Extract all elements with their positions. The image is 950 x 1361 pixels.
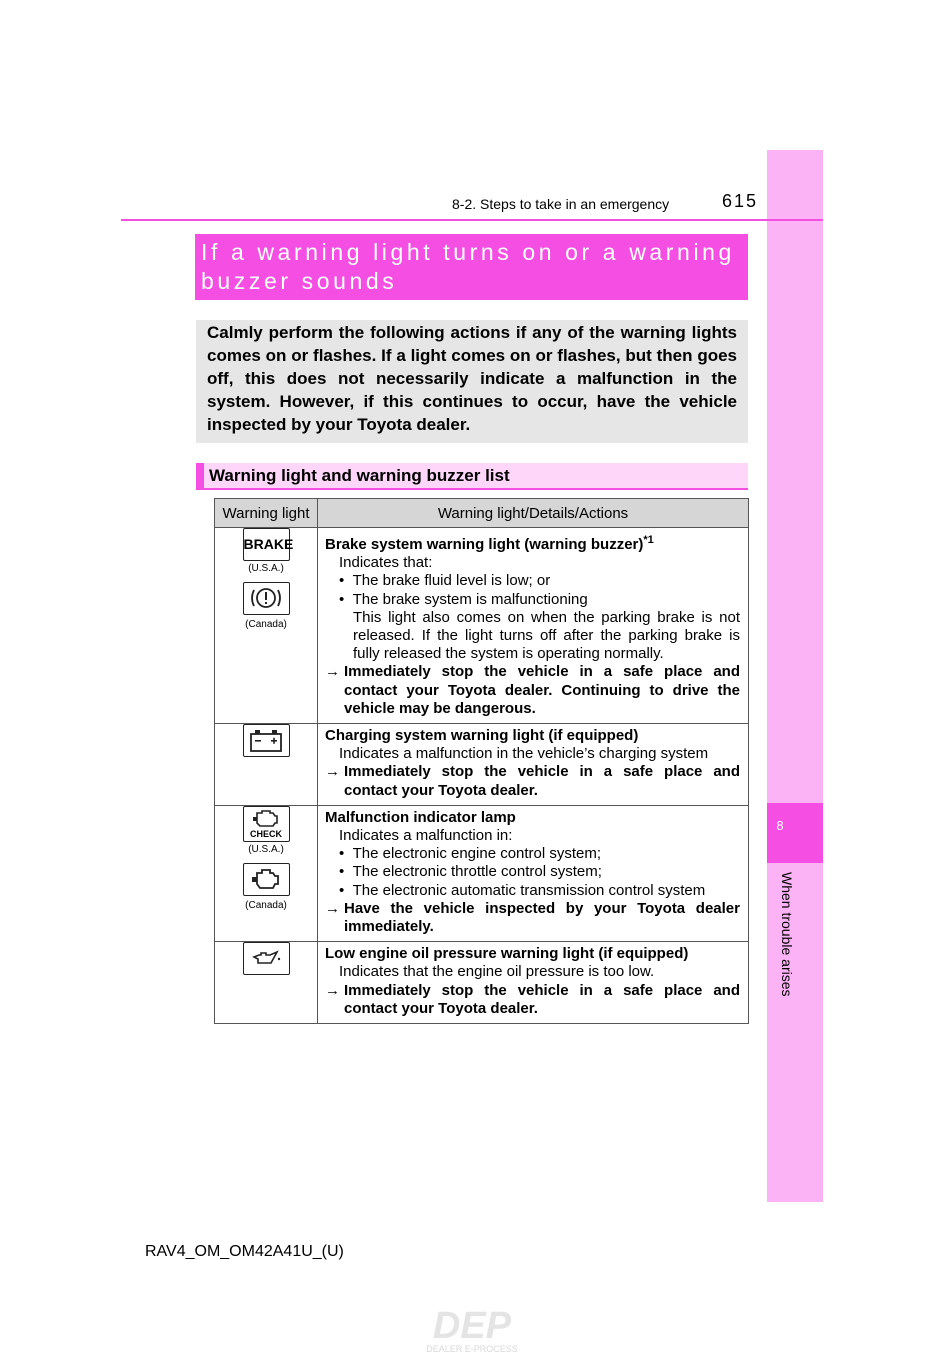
subheading-banner <box>196 463 748 490</box>
row-action: → Immediately stop the vehicle in a safe place and contact your Toyota dealer. Continuing to drive the vehicle may be dangerous. <box>325 663 740 717</box>
title-banner <box>195 234 748 300</box>
row-title: Malfunction indicator lamp <box>325 808 516 826</box>
icon-cell <box>215 805 318 941</box>
intro-text: Calmly perform the following actions if any of the warning lights comes on or flashes. If a light comes on or flashes, but then goes off, this does not necessarily indicate a malfunction in the system. However, if this continues to occur, have the vehicle inspected by your Toyota dealer. <box>207 323 737 434</box>
engine-icon <box>243 863 290 896</box>
column-header: Warning light/Details/Actions <box>318 499 749 528</box>
check-engine-icon: CHECK <box>243 806 290 842</box>
list-item: • The electronic throttle control system; <box>339 863 602 881</box>
subheading-accent <box>196 463 204 488</box>
table-row <box>215 942 749 1024</box>
chapter-number: 8 <box>776 818 784 833</box>
chapter-title: When trouble arises <box>779 872 795 997</box>
table-row <box>215 805 749 941</box>
details-cell <box>318 528 749 724</box>
dealer-watermark-logo <box>405 1302 540 1356</box>
details-cell <box>318 724 749 806</box>
row-intro: Indicates a malfunction in: <box>339 827 513 845</box>
row-title: Low engine oil pressure warning light (if equipped) <box>325 945 689 963</box>
row-action: → Immediately stop the vehicle in a safe place and contact your Toyota dealer. <box>325 763 740 799</box>
icon-cell <box>215 724 318 806</box>
icon-caption: (Canada) <box>245 619 287 630</box>
column-header: Warning light <box>215 499 318 528</box>
row-intro: Indicates that the engine oil pressure is too low. <box>339 963 655 981</box>
details-cell <box>318 942 749 1024</box>
icon-cell <box>215 942 318 1024</box>
table-header-row <box>215 499 749 528</box>
brake-text-icon: BRAKE <box>243 528 290 561</box>
svg-text:DEALER E-PROCESS: DEALER E-PROCESS <box>426 1344 518 1354</box>
footnote-marker: *1 <box>643 534 654 546</box>
document-code: RAV4_OM_OM42A41U_(U) <box>145 1243 344 1260</box>
battery-icon <box>243 724 290 757</box>
list-item: • The electronic engine control system; <box>339 845 602 863</box>
row-intro: Indicates a malfunction in the vehicle’s charging system <box>339 745 709 763</box>
warning-light-table <box>214 498 749 1024</box>
table-row <box>215 528 749 724</box>
svg-text:DEP: DEP <box>432 1305 512 1347</box>
list-item: • The electronic automatic transmission control system <box>339 881 706 899</box>
list-item: • The brake system is malfunctioning <box>339 590 588 608</box>
side-chapter-tab-active <box>767 803 823 863</box>
icon-caption: (Canada) <box>245 899 287 911</box>
page-number: 615 <box>722 191 759 211</box>
page-title: If a warning light turns on or a warning buzzer sounds <box>201 239 735 294</box>
row-action: → Have the vehicle inspected by your Toyota dealer immediately. <box>325 899 740 936</box>
row-intro: Indicates that: <box>339 554 433 572</box>
intro-box <box>196 320 748 443</box>
row-action: → Immediately stop the vehicle in a safe place and contact your Toyota dealer. <box>325 981 740 1017</box>
section-label: 8-2. Steps to take in an emergency <box>452 196 670 212</box>
icon-caption: (U.S.A.) <box>248 563 284 574</box>
details-cell <box>318 805 749 941</box>
subheading-text: Warning light and warning buzzer list <box>209 466 510 485</box>
icon-cell <box>215 528 318 724</box>
header-rule <box>121 219 823 221</box>
side-chapter-tab <box>767 150 823 1202</box>
brake-circle-icon <box>243 582 290 615</box>
table-row <box>215 724 749 806</box>
row-title: Charging system warning light (if equipped) <box>325 727 639 745</box>
row-note: This light also comes on when the parking brake is not released. If the light turns off after the parking brake is fully released the system is operating normally. <box>353 608 740 663</box>
oil-can-icon <box>243 942 290 975</box>
icon-caption: (U.S.A.) <box>248 843 284 855</box>
list-item: • The brake fluid level is low; or <box>339 572 551 590</box>
row-title: Brake system warning light (warning buzzer)$^{*1}$ <box>325 534 654 553</box>
